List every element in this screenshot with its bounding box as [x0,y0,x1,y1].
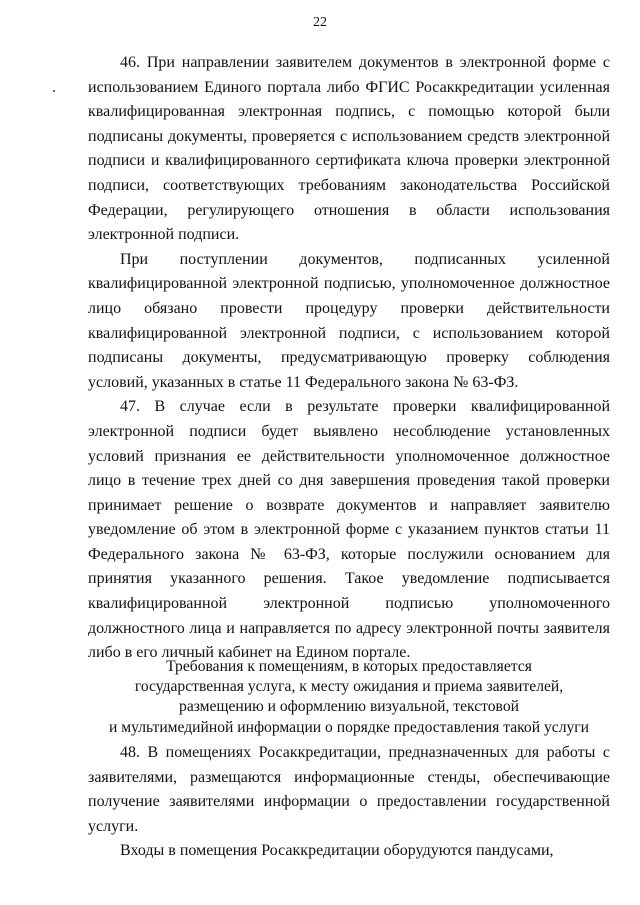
paragraph-48-continued: Входы в помещения Росаккредитации оборудуются пандусами, [120,842,554,860]
section-heading-line: Требования к помещениям, в которых предоставляется [166,658,532,675]
page-number: 22 [313,15,327,30]
paragraph-46: 46. При направлении заявителем документов в электронной форме с использованием Единого портала либо ФГИС Росаккредитации усиленная квалифицированная электронная подпись, с помощью которой были подписаны документы, проверяется с использованием средств электронной подписи и квалифицированного сертификата ключа проверки электронной подписи, соответствующих требованиям законодательства Российской Федерации, регулирующего отношения в области использования электронной подписи. [88,54,610,244]
paragraph-47: 47. В случае если в результате проверки квалифицированной электронной подписи будет выявлено несоблюдение установленных условий признания ее действительности уполномоченное должностное лицо в течение трех дней со дня завершения проведения такой проверки принимает решение о возврате документов и направляет заявителю уведомление об этом в электронной форме с указанием пунктов статьи 11 Федерального закона № 63-ФЗ, которые послужили основанием для принятия указанного решения. Такое уведомление подписывается квалифицированной электронной подписью уполномоченного должностного лица и направляется по адресу электронной почты заявителя либо в его личный кабинет на Едином портале. [88,398,610,662]
body-text-lower [88,741,610,864]
paragraph-48: 48. В помещениях Росаккредитации, предназначенных для работы с заявителями, размещаются информационные стенды, обеспечивающие получение заявителями информации о предоставлении государственной услуги. [88,744,610,835]
scan-speck [53,90,55,92]
section-heading-line: и мультимедийной информации о порядке предоставления такой услуги [108,718,590,736]
section-heading [88,657,610,738]
paragraph-46-continued: При поступлении документов, подписанных усиленной квалифицированной электронной подписью, уполномоченное должностное лицо обязано провести процедуру проверки действительности квалифицированной электронной подписи, с использованием которой подписаны документы, предусматривающую проверку соблюдения условий, указанных в статье 11 Федерального закона № 63-ФЗ. [88,250,610,391]
section-heading-line: размещению и оформлению визуальной, текстовой [179,698,519,716]
section-heading-line: государственная услуга, к месту ожидания и приема заявителей, [134,678,564,696]
body-text-upper [88,51,610,666]
